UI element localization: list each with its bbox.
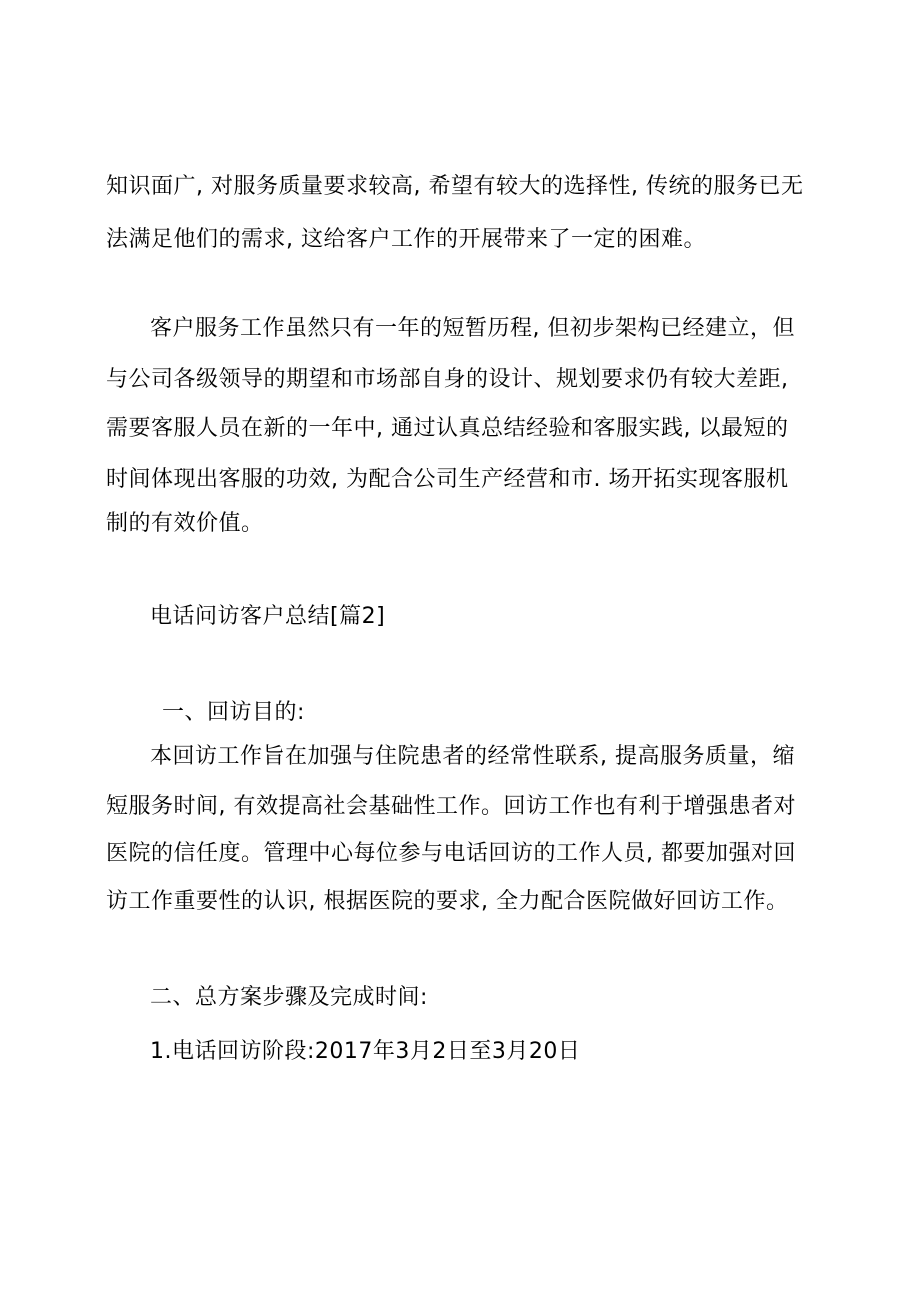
section-title: 电话问访客户总结[篇2] bbox=[150, 604, 386, 629]
paragraph-2-line-2: 与公司各级领导的期望和市场部自身的设计、规划要求仍有较大差距, bbox=[106, 367, 789, 392]
paragraph-3-line-1: 本回访工作旨在加强与住院患者的经常性联系, 提高服务质量，缩 bbox=[150, 744, 795, 769]
heading-1: 一、回访目的: bbox=[162, 700, 305, 725]
paragraph-3-line-3: 医院的信任度。管理中心每位参与电话回访的工作人员, 都要加强对回 bbox=[106, 841, 796, 866]
paragraph-2-line-3: 需要客服人员在新的一年中, 通过认真总结经验和客服实践, 以最短的 bbox=[106, 416, 789, 441]
paragraph-2-line-5: 制的有效价值。 bbox=[106, 511, 264, 536]
paragraph-3-line-2: 短服务时间, 有效提高社会基础性工作。回访工作也有利于增强患者对 bbox=[106, 794, 796, 819]
paragraph-2-line-1: 客户服务工作虽然只有一年的短暂历程, 但初步架构已经建立，但 bbox=[150, 316, 795, 341]
paragraph-3-line-4: 访工作重要性的认识, 根据医院的要求, 全力配合医院做好回访工作。 bbox=[106, 889, 789, 914]
step-1: 1.电话回访阶段:2017年3月2日至3月20日 bbox=[150, 1039, 581, 1064]
paragraph-1-line-2: 法满足他们的需求, 这给客户工作的开展带来了一定的困难。 bbox=[106, 227, 706, 252]
paragraph-2-line-4: 时间体现出客服的功效, 为配合公司生产经营和市. 场开拓实现客服机 bbox=[106, 467, 789, 492]
paragraph-1-line-1: 知识面广, 对服务质量要求较高, 希望有较大的选择性, 传统的服务已无 bbox=[106, 174, 804, 199]
heading-2: 二、总方案步骤及完成时间: bbox=[150, 985, 428, 1010]
